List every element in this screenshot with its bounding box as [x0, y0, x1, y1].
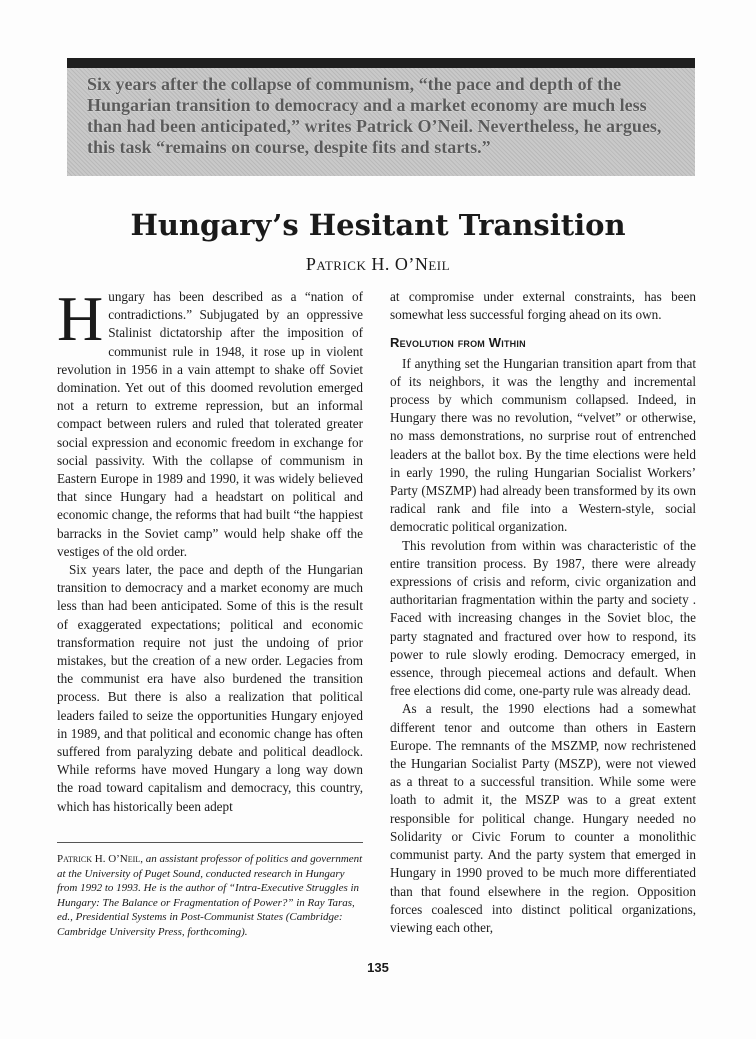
pull-quote-banner [67, 58, 695, 176]
paragraph: If anything set the Hungarian transition apart from that of its neighbors, it was the lengthy and incremental process by which communism collapsed. Indeed, in Hungary there was no revolution, “velvet” or otherwise, no mass demonstrations, no surprise rout of entrenched leaders at the ballot box. By the time elections were held in early 1990, the ruling Hungarian Socialist Workers’ Party (MSZMP) had already been transformed by its own radical rank and file into a Western-style, social democratic political organization. [390, 355, 696, 535]
left-column [57, 283, 363, 816]
paragraph: This revolution from within was characteristic of the entire transition process. By 1987, there were already expressions of crisis and reform, civic organization and authoritarian fragmentation within the party and society . Faced with increasing changes in the Soviet bloc, the party stagnated and fractured over how to respond, its power to rule slowly eroding. Democracy emerged, in essence, through piecemeal actions and default. When free elections did come, one-party rule was already dead. [390, 537, 696, 699]
author-footnote [57, 852, 363, 939]
paragraph: As a result, the 1990 elections had a somewhat different tenor and outcome than others in Eastern Europe. The remnants of the MSZMP, now rechristened the Hungarian Socialist Party (MSZP), were not viewed as a threat to a successful transition. While some were loath to admit it, the MSZP was to a great extent responsible for political change. Hungary needed no Solidarity or Civic Forum to counter a monolithic communist party. And the party system that emerged in Hungary in 1990 proved to be much more differentiated than that found elsewhere in the region. Opposition forces coalesced into distinct political organizations, viewing each other, [390, 701, 696, 935]
paragraph-text: ungary has been described as a “nation of contradictions.” Subjugated by an oppressive Stalinist dictatorship after the imposition of communist rule in 1948, it rose up in violent revolution in 1956 in a vain attempt to shake off Soviet domination. Yet out of this doomed revolution emerged not a return to extreme repression, but an informal compact between rulers and ruled that tolerated greater social expression and economic freedom in exchange for social passivity. With the collapse of communism in Eastern Europe in 1989 and 1990, it was widely believed that since Hungary had a headstart on political and economic change, the reforms that had built “the happiest barracks in the Soviet camp” would help shake off the vestiges of the old order. [57, 289, 363, 559]
footnote-author-name: Patrick H. O’Neil, [57, 853, 143, 865]
paragraph: at compromise under external constraints, has been somewhat less successful forging ahead on its own. [390, 289, 696, 323]
section-heading: Revolution from Within [390, 335, 526, 351]
paragraph: Six years later, the pace and depth of the Hungarian transition to democracy and a market economy are much less than had been anticipated. Some of this is the result of exaggerated expectations; political and economic transformation require not just the undoing of prior mistakes, but the creation of a new order. Legacies from the communist era have also burdened the transition process. But there is also a realization that political leaders failed to seize the opportunities Hungary enjoyed in 1989, and that political and economic change has often suffered from paralyzing debate and political deadlock. While reforms have moved Hungary a long way down the road toward capitalism and democracy, this country, which has historically been adept [57, 562, 363, 814]
footnote-text: an assistant professor of politics and government at the University of Puget Sound, conducted research in Hungary from 1992 to 1993. He is the author of “Intra-Executive Struggles in Hungary: The Balance or Fragmentation of Power?” in Ray Taras, ed., Presidential Systems in Post-Communist States (Cambridge: Cambridge University Press, forthcoming). [57, 853, 363, 938]
pull-quote-text: Six years after the collapse of communism, “the pace and depth of the Hungarian transition to democracy and a market economy are much less than had been anticipated,” writes Patrick O’Neil. Nevertheless, he argues, this task “remains on course, despite fits and starts.” [87, 74, 662, 157]
article-byline: Patrick H. O’Neil [305, 254, 451, 274]
article-title: Hungary’s Hesitant Transition [130, 208, 626, 242]
page-number: 135 [367, 960, 389, 975]
footnote-divider [57, 842, 363, 843]
drop-cap: H [57, 283, 104, 354]
right-column [390, 288, 696, 937]
paragraph [57, 283, 363, 561]
